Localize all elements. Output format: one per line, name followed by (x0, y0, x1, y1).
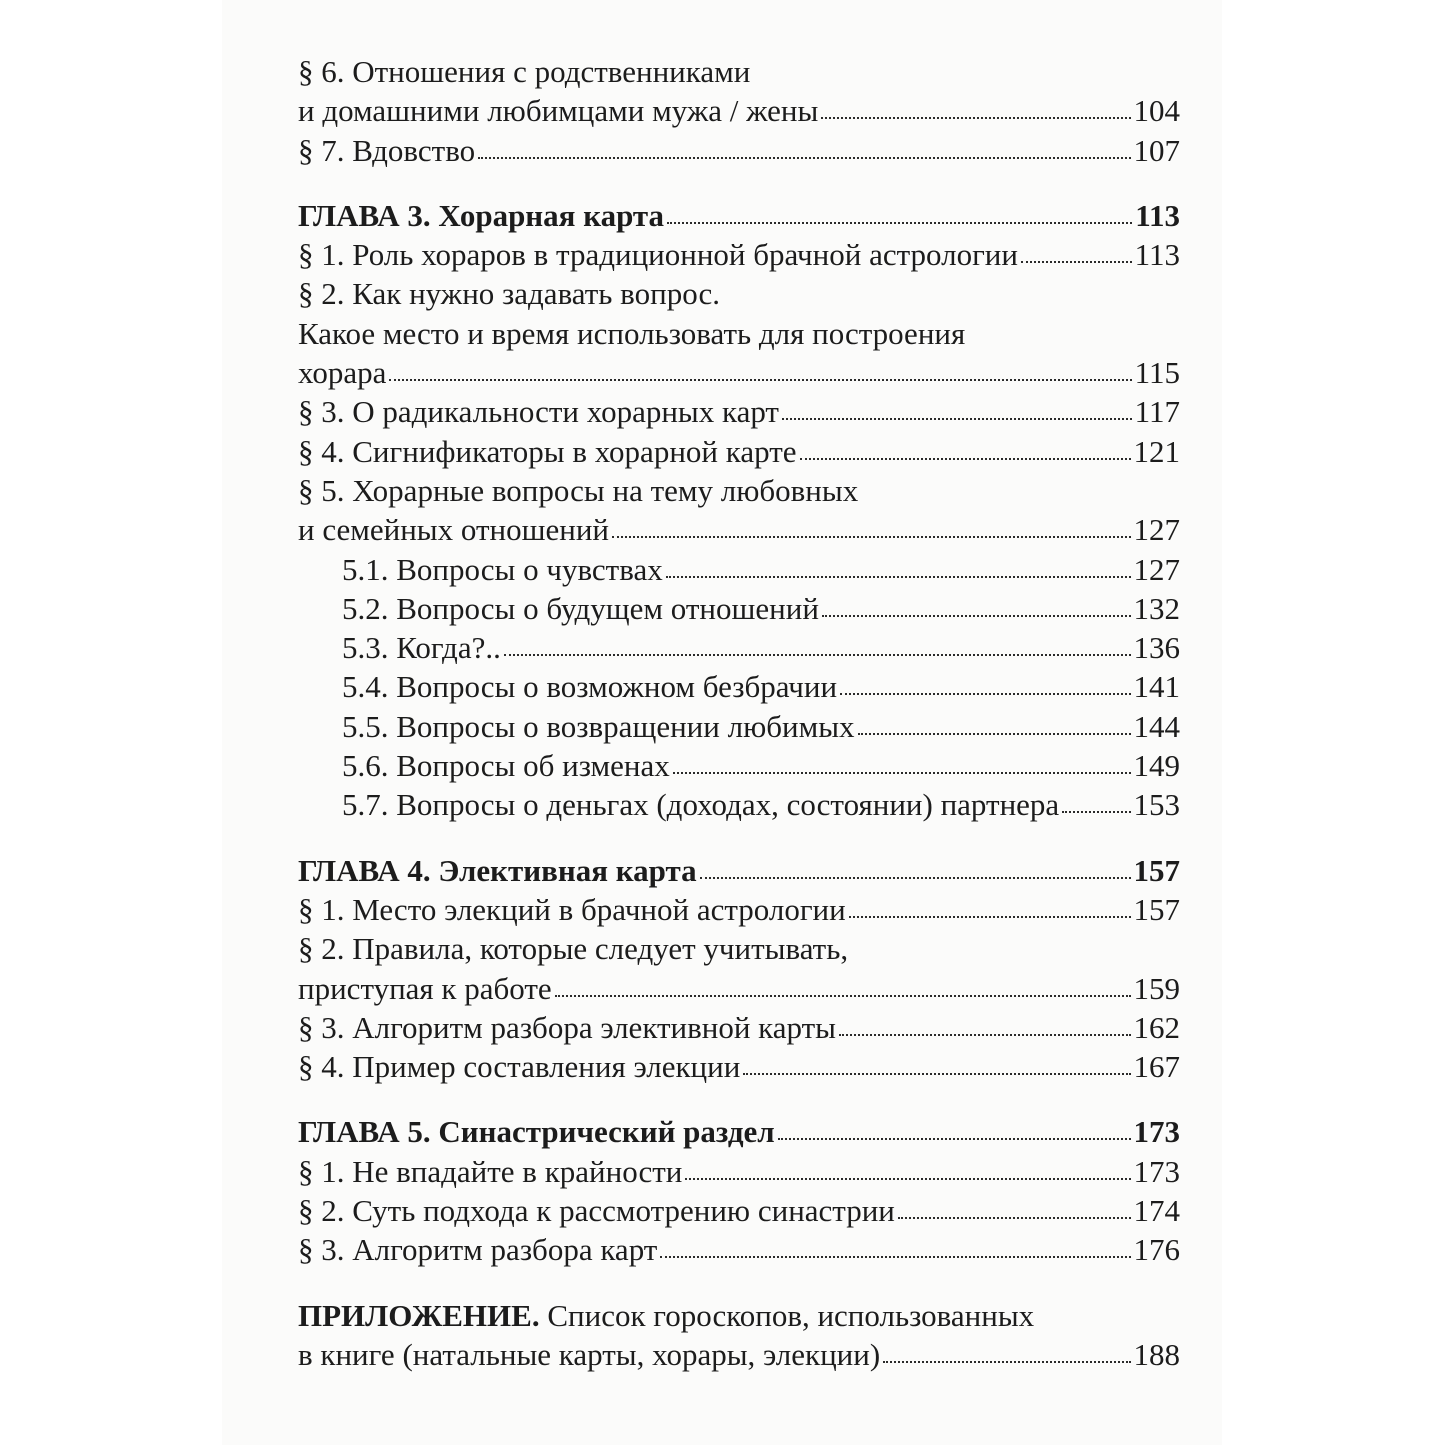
dot-leader (1021, 261, 1132, 263)
toc-entry-title: и семейных отношений (298, 512, 609, 548)
table-of-contents (298, 52, 1180, 1374)
dot-leader (849, 916, 1131, 918)
dot-leader (478, 157, 1130, 159)
toc-entry-title: ГЛАВА 3. Хорарная карта (298, 197, 665, 233)
toc-entry-title: 5.1. Вопросы о чувствах (342, 551, 663, 587)
toc-entry-title: приступая к работе (298, 970, 552, 1006)
page-number: 157 (1133, 852, 1180, 888)
toc-entry (298, 274, 1180, 392)
dot-leader (673, 772, 1131, 774)
page-number: 173 (1133, 1153, 1180, 1189)
toc-entry (298, 235, 1180, 274)
toc-entry-title: ГЛАВА 4. Элективная карта (298, 852, 697, 888)
toc-entry (298, 1047, 1180, 1086)
toc-entry-title: § 1. Роль хораров в традиционной брачной астрологии (298, 237, 1018, 273)
toc-entry-title: в книге (натальные карты, хорары, элекции) (298, 1336, 881, 1372)
dot-leader (389, 379, 1131, 381)
toc-entry-title: 5.3. Когда?.. (342, 630, 501, 666)
toc-entry (298, 550, 1180, 589)
toc-entry-title: § 1. Место элекций в брачной астрологии (298, 891, 846, 927)
toc-entry (298, 707, 1180, 746)
page-number: 173 (1133, 1114, 1180, 1150)
toc-entry-title: § 2. Суть подхода к рассмотрению синастрии (298, 1193, 895, 1229)
page-number: 149 (1133, 748, 1180, 784)
toc-entry (298, 890, 1180, 929)
page-number: 174 (1133, 1193, 1180, 1229)
toc-entry (298, 851, 1180, 890)
toc-entry-title: § 2. Как нужно задавать вопрос. (298, 276, 720, 312)
page-number: 132 (1133, 590, 1180, 626)
page-number: 121 (1133, 433, 1180, 469)
dot-leader (898, 1217, 1131, 1219)
page-number: 162 (1133, 1009, 1180, 1045)
toc-entry (298, 667, 1180, 706)
toc-entry-title: Какое место и время использовать для построения (298, 315, 966, 351)
page-number: 188 (1133, 1336, 1180, 1372)
dot-leader (858, 733, 1131, 735)
toc-entry-title: § 7. Вдовство (298, 132, 476, 168)
page-number: 127 (1133, 551, 1180, 587)
toc-entry-title: Список гороскопов, использованных (547, 1297, 1035, 1333)
toc-entry-title: § 4. Сигнификаторы в хорарной карте (298, 433, 797, 469)
toc-entry-title: § 1. Не впадайте в крайности (298, 1153, 683, 1189)
toc-entry-title: 5.4. Вопросы о возможном безбрачии (342, 669, 838, 705)
dot-leader (555, 995, 1131, 997)
page-number: 176 (1133, 1232, 1180, 1268)
page-number: 113 (1135, 197, 1180, 233)
dot-leader (700, 877, 1131, 879)
dot-leader (782, 418, 1132, 420)
page-number: 104 (1133, 93, 1180, 129)
toc-entry-title: § 5. Хорарные вопросы на тему любовных (298, 472, 859, 508)
toc-entry (298, 1191, 1180, 1230)
dot-leader (666, 576, 1131, 578)
toc-entry-title: и домашними любимцами мужа / жены (298, 93, 819, 129)
toc-entry-title: § 2. Правила, которые следует учитывать, (298, 931, 849, 967)
toc-entry-title: хорара (298, 355, 387, 391)
toc-entry (298, 392, 1180, 431)
toc-entry-title: 5.7. Вопросы о деньгах (доходах, состоянии) партнера (342, 787, 1060, 823)
page-number: 141 (1133, 669, 1180, 705)
page-number: 127 (1133, 512, 1180, 548)
dot-leader (660, 1256, 1130, 1258)
toc-entry (298, 471, 1180, 550)
toc-entry (298, 52, 1180, 131)
page-number: 167 (1133, 1049, 1180, 1085)
page-number: 136 (1133, 630, 1180, 666)
page-number: 117 (1134, 394, 1180, 430)
toc-entry-title: § 3. Алгоритм разбора карт (298, 1232, 658, 1268)
page-number: 157 (1133, 891, 1180, 927)
dot-leader (504, 654, 1131, 656)
page-number: 113 (1134, 237, 1180, 273)
page-number: 107 (1133, 132, 1180, 168)
dot-leader (612, 536, 1131, 538)
toc-entry (298, 1112, 1180, 1151)
toc-entry (298, 1008, 1180, 1047)
toc-entry (298, 196, 1180, 235)
toc-entry (298, 1296, 1180, 1375)
dot-leader (667, 222, 1132, 224)
toc-entry-title: § 4. Пример составления элекции (298, 1049, 741, 1085)
page-number: 159 (1133, 970, 1180, 1006)
dot-leader (840, 693, 1130, 695)
toc-entry-title: 5.6. Вопросы об изменах (342, 748, 670, 784)
dot-leader (685, 1178, 1130, 1180)
toc-entry (298, 1152, 1180, 1191)
toc-entry-title: 5.5. Вопросы о возвращении любимых (342, 708, 855, 744)
toc-entry (298, 746, 1180, 785)
page-number: 144 (1133, 708, 1180, 744)
toc-entry (298, 785, 1180, 824)
toc-entry-title: § 3. О радикальности хорарных карт (298, 394, 779, 430)
dot-leader (778, 1138, 1131, 1140)
appendix-label: ПРИЛОЖЕНИЕ. (298, 1297, 540, 1333)
toc-entry (298, 131, 1180, 170)
page-number: 115 (1134, 355, 1180, 391)
dot-leader (883, 1361, 1130, 1363)
toc-entry-title: 5.2. Вопросы о будущем отношений (342, 590, 819, 626)
dot-leader (800, 458, 1131, 460)
toc-entry (298, 929, 1180, 1008)
dot-leader (743, 1073, 1130, 1075)
page-number: 153 (1133, 787, 1180, 823)
toc-entry (298, 628, 1180, 667)
dot-leader (839, 1034, 1131, 1036)
dot-leader (822, 615, 1131, 617)
toc-entry (298, 432, 1180, 471)
dot-leader (1062, 811, 1130, 813)
toc-entry-title: § 3. Алгоритм разбора элективной карты (298, 1009, 836, 1045)
toc-entry (298, 1230, 1180, 1269)
toc-entry-title: § 6. Отношения с родственниками (298, 54, 751, 89)
dot-leader (821, 117, 1130, 119)
toc-entry (298, 589, 1180, 628)
toc-entry-title: ГЛАВА 5. Синастрический раздел (298, 1114, 775, 1150)
